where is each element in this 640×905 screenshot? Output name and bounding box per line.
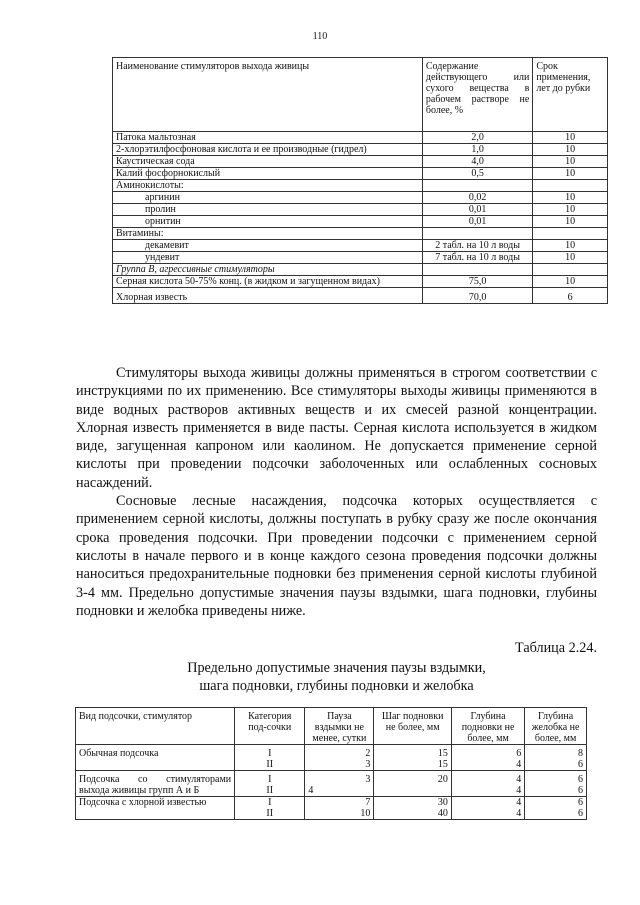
- pause: 7: [305, 797, 374, 809]
- stimulator-name: Витамины:: [113, 228, 423, 240]
- stimulators-table: [112, 57, 608, 304]
- stimulator-content: [422, 180, 532, 192]
- table-row: [76, 797, 587, 809]
- pause: 10: [305, 808, 374, 820]
- category: I: [235, 771, 305, 786]
- category: I: [235, 797, 305, 809]
- category: II: [235, 759, 305, 771]
- stimulator-name: орнитин: [113, 216, 423, 228]
- stimulator-content: [422, 264, 532, 276]
- stimulator-term: 10: [533, 156, 608, 168]
- header-type: Вид подсочки, стимулятор: [76, 708, 235, 745]
- stimulator-name: Каустическая сода: [113, 156, 423, 168]
- header-groove: Глубина желобка не более, мм: [525, 708, 587, 745]
- stimulator-term: 10: [533, 144, 608, 156]
- stimulator-term: 10: [533, 132, 608, 144]
- groove: 6: [525, 785, 587, 797]
- pause: 4: [305, 785, 374, 797]
- stimulator-group: Группа В, агрессивные стимуляторы: [113, 264, 423, 276]
- table-row: [113, 204, 608, 216]
- stimulator-content: 1,0: [422, 144, 532, 156]
- table-row: [76, 745, 587, 760]
- paragraph-2: Сосновые лесные насаждения, подсочка которых осуществляется с применением серной кислоты, должны поступать в рубку сразу же после окончания срока проведения подсочки. При проведении подсочки с применением серной кислоты в начале первого и в конце каждого сезона проведения подсочки должны наноситься предохранительные подновки без применения серной кислоты глубиной 3-4 мм. Предельно допустимые значения паузы вздымки, шага подновки, глубины подновки и желобка приведены ниже.: [76, 493, 597, 619]
- step: 40: [374, 808, 451, 820]
- table-row: [113, 156, 608, 168]
- stimulator-name: Патока мальтозная: [113, 132, 423, 144]
- stimulator-content: 4,0: [422, 156, 532, 168]
- stimulator-content: 0,01: [422, 204, 532, 216]
- stimulator-name: ундевит: [113, 252, 423, 264]
- stimulator-term: 6: [533, 288, 608, 304]
- stimulator-content: [422, 228, 532, 240]
- groove: 6: [525, 808, 587, 820]
- table-row: [113, 264, 608, 276]
- stimulator-name: 2-хлорэтилфосфоновая кислота и ее производные (гидрел): [113, 144, 423, 156]
- depth: 4: [451, 808, 524, 820]
- step: 15: [374, 759, 451, 771]
- table-title: [76, 659, 597, 695]
- stimulator-term: 10: [533, 252, 608, 264]
- page-number: 110: [312, 31, 328, 42]
- pause: 2: [305, 745, 374, 760]
- header-category: Категория под-сочки: [235, 708, 305, 745]
- stimulator-content: 0,02: [422, 192, 532, 204]
- depth: 4: [451, 759, 524, 771]
- table-row: [113, 132, 608, 144]
- table-row: [113, 216, 608, 228]
- table-caption: Таблица 2.24.: [515, 640, 597, 656]
- depth: 6: [451, 745, 524, 760]
- paragraph-1: Стимуляторы выхода живицы должны применяться в строгом соответствии с инструкциями по их применению. Все стимуляторы выходы живицы применяются в виде водных растворов активных веществ и их смесей разной концентрации. Хлорная известь применяется в виде пасты. Серная кислота используется в жидком виде, загущенная капроном или каолином. Не допускается применение серной кислоты при проведении подсочки заболоченных или ослабленных сосновых насаждений.: [76, 365, 597, 491]
- stimulator-name: пролин: [113, 204, 423, 216]
- stimulator-content: 2,0: [422, 132, 532, 144]
- table-row: [113, 168, 608, 180]
- table-row: [76, 771, 587, 786]
- table-row: [113, 276, 608, 288]
- depth: 4: [451, 797, 524, 809]
- table-row: [113, 240, 608, 252]
- groove: 8: [525, 745, 587, 760]
- table-title-line-1: Предельно допустимые значения паузы вздымки,: [187, 660, 486, 676]
- stimulator-term: 10: [533, 276, 608, 288]
- step: 15: [374, 745, 451, 760]
- header-term: Срок применения, лет до рубки: [533, 58, 608, 132]
- stimulator-name: декамевит: [113, 240, 423, 252]
- stimulator-name: Хлорная известь: [113, 288, 423, 304]
- groove: 6: [525, 771, 587, 786]
- category: II: [235, 808, 305, 820]
- tapping-type: Подсочка с хлорной известью: [76, 797, 235, 820]
- stimulator-content: 70,0: [422, 288, 532, 304]
- header-step: Шаг подновки не более, мм: [374, 708, 451, 745]
- stimulator-term: [533, 264, 608, 276]
- stimulator-term: 10: [533, 204, 608, 216]
- table-row: [113, 192, 608, 204]
- body-text: [76, 364, 597, 620]
- header-depth: Глубина подновки не более, мм: [451, 708, 524, 745]
- groove: 6: [525, 759, 587, 771]
- stimulator-term: 10: [533, 216, 608, 228]
- table-row: [113, 228, 608, 240]
- table-header-row: [113, 58, 608, 132]
- header-content: Содержание действующего или сухого вещества в рабочем растворе не более, %: [422, 58, 532, 132]
- tapping-limits-table: [75, 707, 587, 820]
- stimulator-term: 10: [533, 168, 608, 180]
- table-header-row: [76, 708, 587, 745]
- stimulator-name: Калий фосфорнокислый: [113, 168, 423, 180]
- header-name: Наименование стимуляторов выхода живицы: [113, 58, 423, 132]
- step: 30: [374, 797, 451, 809]
- stimulator-content: 75,0: [422, 276, 532, 288]
- stimulator-term: 10: [533, 240, 608, 252]
- stimulator-content: 2 табл. на 10 л воды: [422, 240, 532, 252]
- step: [374, 785, 451, 797]
- step: 20: [374, 771, 451, 786]
- stimulator-content: 0,5: [422, 168, 532, 180]
- table-title-line-2: шага подновки, глубины подновки и желобка: [199, 678, 474, 694]
- stimulator-content: 0,01: [422, 216, 532, 228]
- depth: 4: [451, 785, 524, 797]
- stimulator-content: 7 табл. на 10 л воды: [422, 252, 532, 264]
- stimulator-name: Серная кислота 50-75% конц. (в жидком и загущенном видах): [113, 276, 423, 288]
- table-row: [113, 288, 608, 304]
- tapping-type: Подсочка со стимуляторами выхода живицы групп А и Б: [76, 771, 235, 797]
- category: I: [235, 745, 305, 760]
- groove: 6: [525, 797, 587, 809]
- stimulator-term: [533, 180, 608, 192]
- stimulator-term: [533, 228, 608, 240]
- depth: 4: [451, 771, 524, 786]
- tapping-type: Обычная подсочка: [76, 745, 235, 771]
- table-row: [113, 252, 608, 264]
- category: II: [235, 785, 305, 797]
- table-row: [113, 144, 608, 156]
- stimulator-name: Аминокислоты:: [113, 180, 423, 192]
- stimulator-name: аргинин: [113, 192, 423, 204]
- stimulator-term: 10: [533, 192, 608, 204]
- table-row: [113, 180, 608, 192]
- pause: 3: [305, 759, 374, 771]
- pause: 3: [305, 771, 374, 786]
- header-pause: Пауза вздымки не менее, сутки: [305, 708, 374, 745]
